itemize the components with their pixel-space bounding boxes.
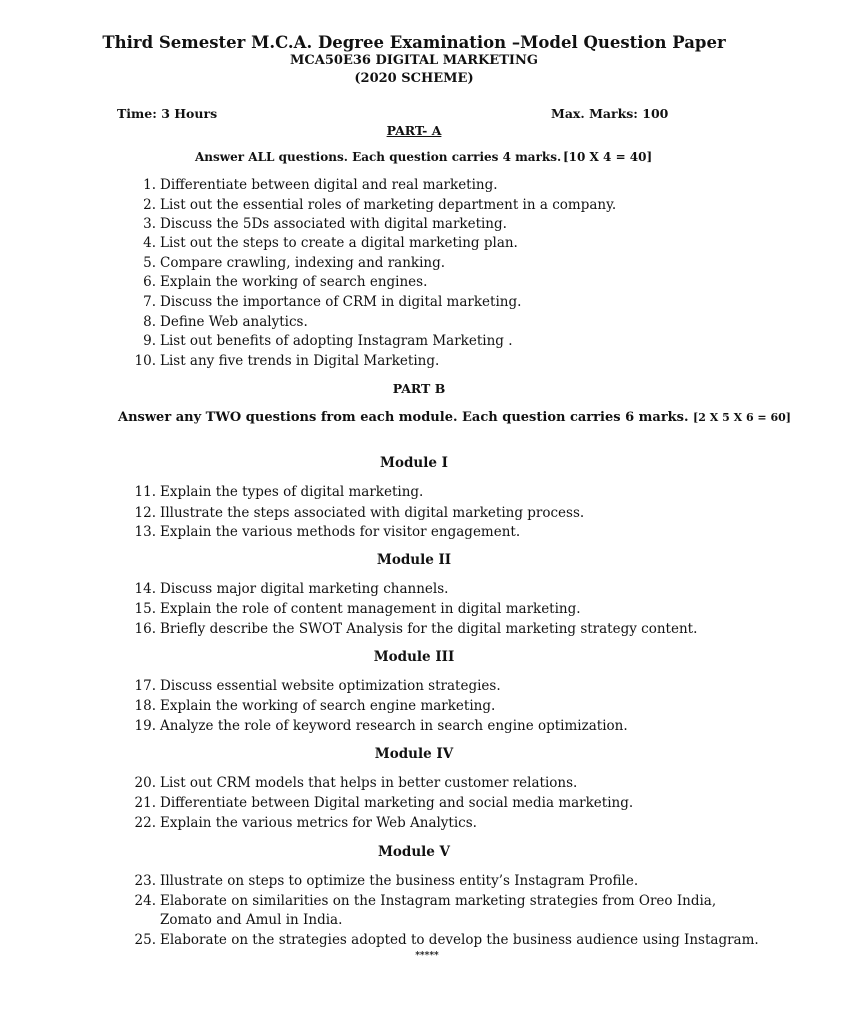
question-text: Differentiate between digital and real marketing. [160, 177, 498, 193]
question-text: Discuss essential website optimization strategies. [160, 678, 501, 694]
question-number: 23. [134, 873, 156, 889]
question-item [134, 581, 449, 597]
question-item [143, 274, 428, 290]
question-text: List any five trends in Digital Marketing. [160, 353, 440, 369]
question-item [143, 294, 522, 310]
part-b-heading: PART B [392, 381, 446, 396]
question-number: 9. [143, 333, 156, 349]
question-number: 20. [134, 775, 156, 791]
question-item [143, 255, 446, 271]
question-text: Explain the working of search engine marketing. [160, 698, 496, 714]
question-number: 1. [143, 177, 156, 193]
question-item [134, 873, 639, 889]
question-item [143, 333, 513, 349]
question-item [143, 177, 498, 193]
question-number: 3. [143, 216, 156, 232]
part-b-instruction-line [118, 410, 791, 425]
question-text: Illustrate the steps associated with digital marketing process. [160, 505, 585, 521]
question-item [143, 197, 617, 213]
question-number: 17. [134, 678, 156, 694]
question-text: List out CRM models that helps in better customer relations. [160, 775, 578, 791]
question-number: 6. [143, 274, 156, 290]
question-item [134, 505, 585, 521]
question-text: Briefly describe the SWOT Analysis for the digital marketing strategy content. [160, 621, 698, 637]
question-item [134, 621, 698, 637]
question-text: Discuss the importance of CRM in digital marketing. [160, 294, 522, 310]
question-item [134, 698, 496, 714]
question-number: 16. [134, 621, 156, 637]
question-continuation: Zomato and Amul in India. [160, 912, 343, 928]
question-text: Discuss major digital marketing channels. [160, 581, 449, 597]
question-text: List out the essential roles of marketing department in a company. [160, 197, 617, 213]
question-number: 24. [134, 893, 156, 909]
part-b-instruction: Answer any TWO questions from each module. Each question carries 6 marks. [118, 410, 689, 425]
question-text: Explain the working of search engines. [160, 274, 428, 290]
question-number: 21. [134, 795, 156, 811]
module-heading: Module III [373, 649, 455, 665]
question-text: List out benefits of adopting Instagram Marketing . [160, 333, 513, 349]
question-number: 11. [134, 484, 156, 500]
course-code: MCA50E36 DIGITAL MARKETING [290, 53, 538, 68]
question-text: Define Web analytics. [160, 314, 308, 330]
question-item [143, 216, 507, 232]
question-number: 10. [134, 353, 156, 369]
question-text: Discuss the 5Ds associated with digital marketing. [160, 216, 507, 232]
question-number: 7. [143, 294, 156, 310]
question-item [134, 775, 578, 791]
part-a-instruction: Answer ALL questions. Each question carries 4 marks. [195, 150, 562, 164]
part-b-score: [2 X 5 X 6 = 60] [693, 411, 791, 424]
question-item [134, 932, 759, 948]
question-item [134, 815, 477, 831]
question-text: Compare crawling, indexing and ranking. [160, 255, 446, 271]
question-number: 8. [143, 314, 156, 330]
question-number: 13. [134, 524, 156, 540]
question-text: Explain the types of digital marketing. [160, 484, 424, 500]
question-text: Illustrate on steps to optimize the business entity’s Instagram Profile. [160, 873, 639, 889]
time-label: Time: 3 Hours [117, 106, 218, 121]
module-heading: Module V [377, 844, 451, 860]
question-number: 25. [134, 932, 156, 948]
question-text: Elaborate on similarities on the Instagram marketing strategies from Oreo India, [160, 893, 717, 909]
part-a-score: [10 X 4 = 40] [563, 150, 653, 164]
question-item [134, 718, 628, 734]
question-text: Elaborate on the strategies adopted to develop the business audience using Instagram. [160, 932, 759, 948]
question-item [134, 893, 717, 909]
question-item [134, 524, 521, 540]
question-number: 19. [134, 718, 156, 734]
question-number: 14. [134, 581, 156, 597]
question-number: 2. [143, 197, 156, 213]
exam-title: Third Semester M.C.A. Degree Examination –Model Question Paper [102, 33, 726, 52]
scheme-label: (2020 SCHEME) [354, 71, 474, 86]
module-heading: Module II [376, 552, 452, 568]
module-heading: Module IV [374, 746, 454, 762]
question-item [134, 795, 634, 811]
module-heading: Module I [380, 455, 448, 471]
question-number: 22. [134, 815, 156, 831]
question-item [134, 678, 501, 694]
question-number: 5. [143, 255, 156, 271]
question-item [143, 235, 518, 251]
question-item [143, 314, 308, 330]
question-text: Explain the various methods for visitor engagement. [160, 524, 521, 540]
question-number: 4. [143, 235, 156, 251]
question-number: 12. [134, 505, 156, 521]
question-number: 18. [134, 698, 156, 714]
question-number: 15. [134, 601, 156, 617]
question-item [134, 601, 581, 617]
question-item [134, 353, 440, 369]
question-text: Analyze the role of keyword research in search engine optimization. [160, 718, 628, 734]
end-mark: ***** [415, 951, 439, 961]
question-text: Differentiate between Digital marketing and social media marketing. [160, 795, 634, 811]
part-a-heading: PART- A [386, 123, 442, 138]
question-text: List out the steps to create a digital marketing plan. [160, 235, 518, 251]
question-text: Explain the role of content management in digital marketing. [160, 601, 581, 617]
question-text: Explain the various metrics for Web Analytics. [160, 815, 477, 831]
question-item [134, 484, 424, 500]
max-marks-label: Max. Marks: 100 [551, 106, 669, 121]
